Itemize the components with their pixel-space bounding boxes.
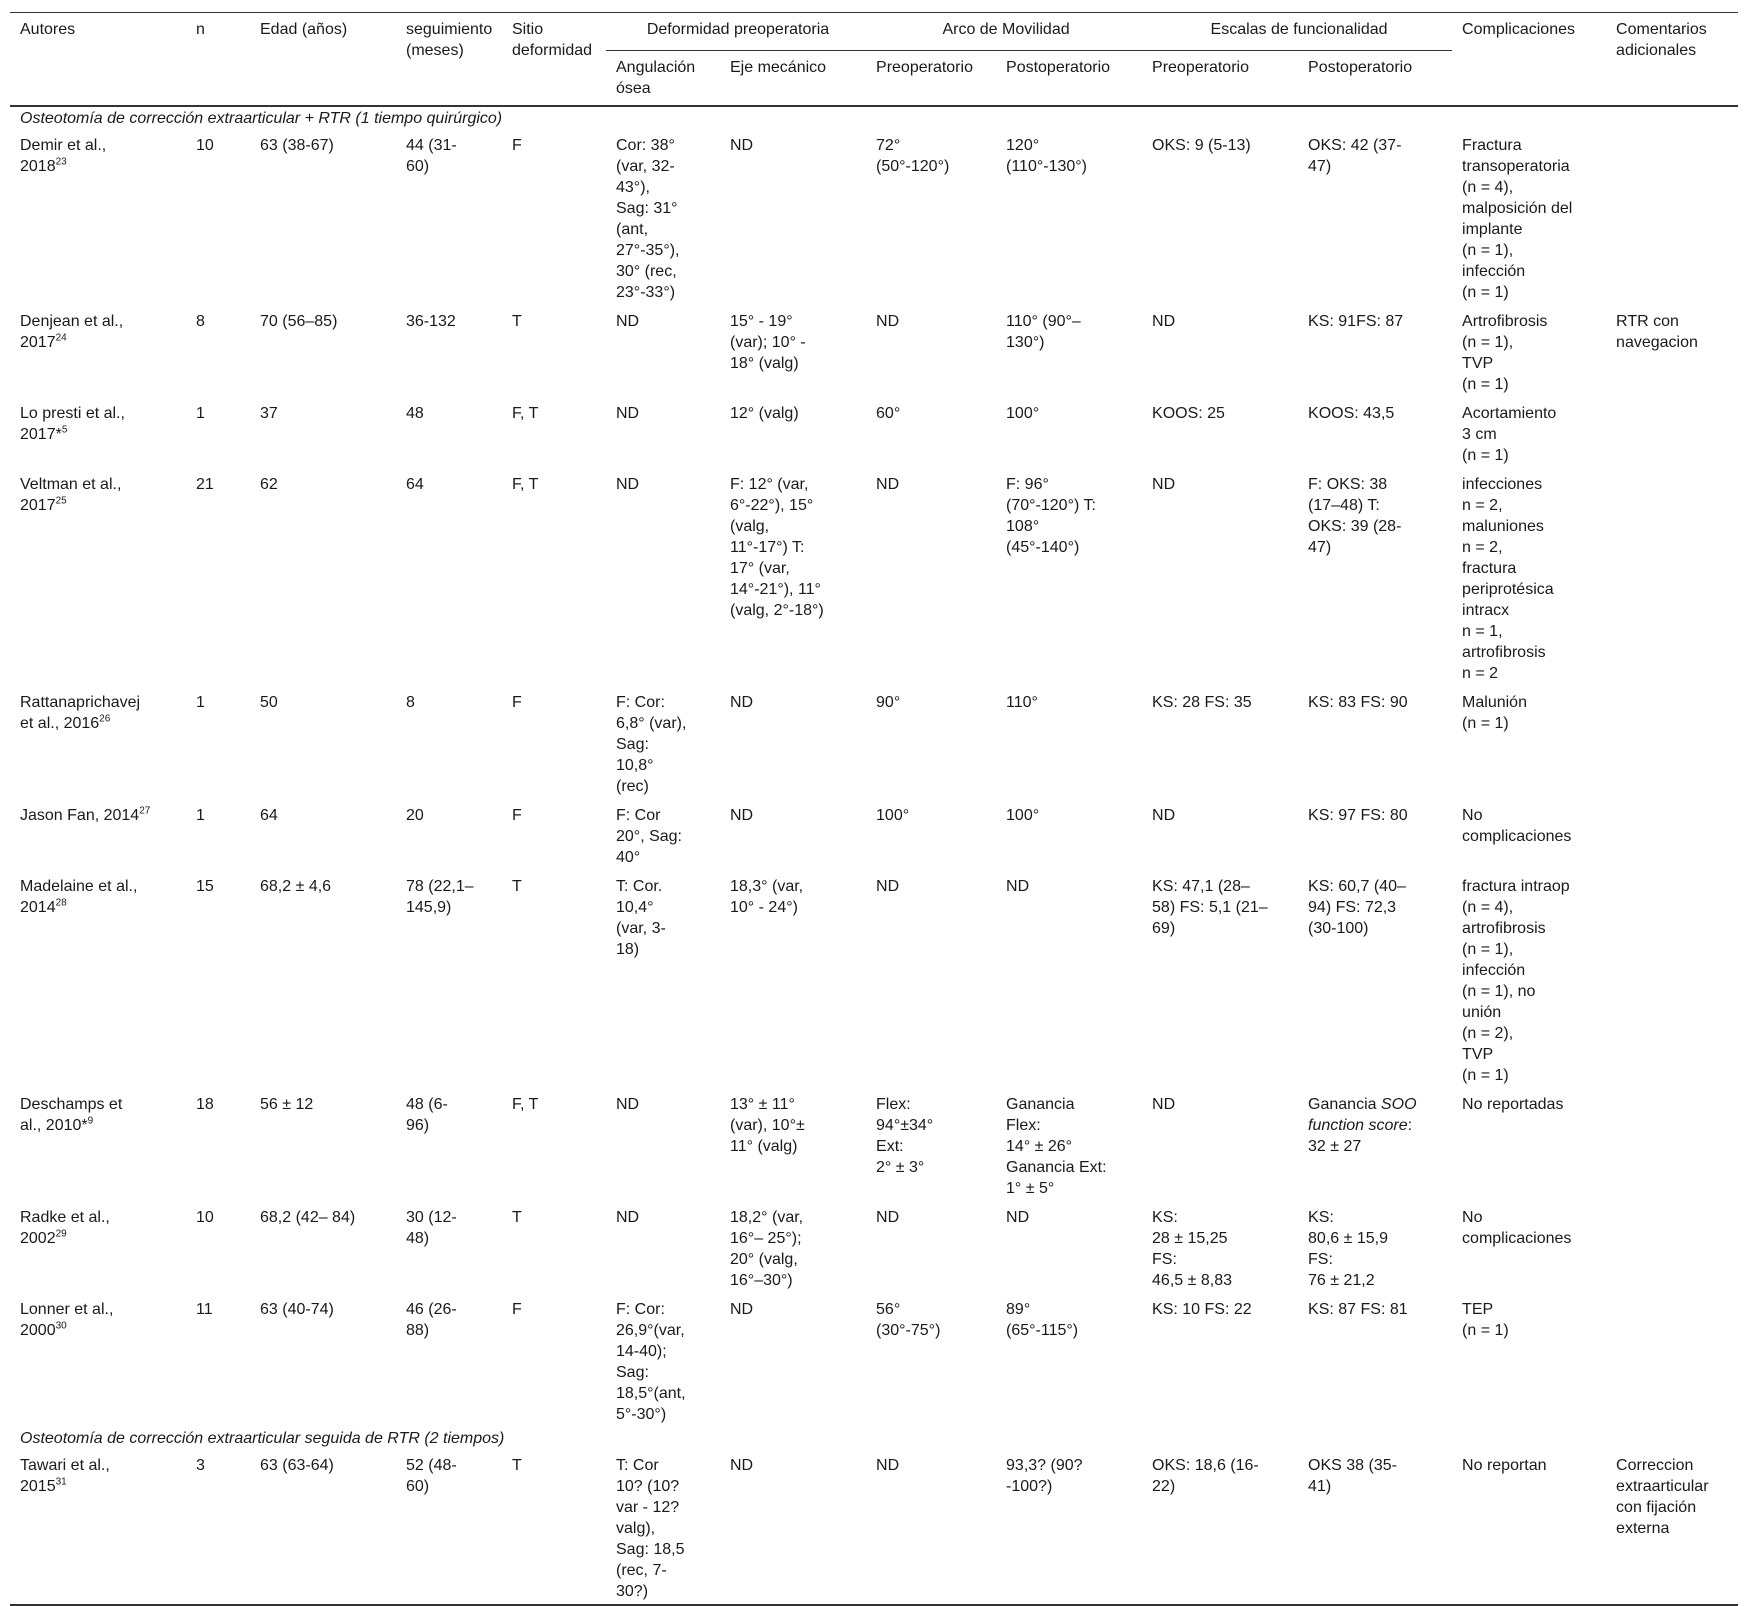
scales-pre-cell: KS: 10 FS: 22 — [1152, 1301, 1252, 1318]
followup-cell: 52 (48- 60) — [406, 1457, 457, 1495]
author-name: Radke et al., 2002 — [20, 1209, 110, 1247]
reference-number: 24 — [55, 332, 67, 344]
scale-value: : 32 ± 27 — [1308, 1117, 1413, 1155]
header-site: Sitio deformidad — [512, 21, 593, 59]
header-age: Edad (años) — [260, 21, 348, 38]
rom-pre-cell: 90° — [876, 694, 901, 711]
site-cell: T — [512, 878, 522, 895]
author-cell — [10, 305, 186, 397]
header-complications: Complicaciones — [1462, 21, 1575, 38]
complications-cell: No complicaciones — [1462, 807, 1572, 845]
rom-post-cell: ND — [1006, 1209, 1030, 1226]
age-cell: 64 — [260, 807, 278, 824]
mech-axis-cell: 15° - 19° (var); 10° - 18° (valg) — [730, 313, 806, 372]
rom-post-cell: 110° — [1006, 694, 1038, 711]
reference-number: 27 — [139, 805, 151, 817]
rom-pre-cell: 56° (30°-75°) — [876, 1301, 941, 1339]
complications-cell: No reportan — [1462, 1457, 1547, 1474]
scales-pre-cell: KS: 28 FS: 35 — [1152, 694, 1252, 711]
scales-pre-cell: OKS: 18,6 (16- 22) — [1152, 1457, 1259, 1495]
bone-angle-cell: F: Cor 20°, Sag: 40° — [616, 807, 682, 866]
table-row — [10, 129, 1738, 305]
table-row — [10, 1201, 1738, 1293]
bone-angle-cell: T: Cor. 10,4° (var, 3- 18) — [616, 878, 666, 958]
followup-cell: 48 (6- 96) — [406, 1096, 448, 1134]
age-cell: 63 (40-74) — [260, 1301, 334, 1318]
author-cell — [10, 468, 186, 686]
site-cell: F, T — [512, 476, 539, 493]
age-cell: 37 — [260, 405, 278, 422]
header-rom-post: Postoperatorio — [1006, 59, 1111, 76]
comments-cell — [1606, 870, 1738, 1088]
site-cell: F, T — [512, 405, 539, 422]
author-name: Rattanaprichavej et al., 2016 — [20, 694, 141, 732]
rom-post-cell: Ganancia Flex: 14° ± 26° Ganancia Ext: 1° ± 5° — [1006, 1096, 1107, 1197]
scales-post-cell: KS: 91FS: 87 — [1308, 313, 1404, 330]
complications-cell: Artrofibrosis (n = 1), TVP (n = 1) — [1462, 313, 1548, 393]
scales-pre-cell: KS: 28 ± 15,25 FS: 46,5 ± 8,83 — [1152, 1209, 1232, 1289]
comments-cell — [1606, 686, 1738, 799]
followup-cell: 48 — [406, 405, 424, 422]
complications-cell: Malunión (n = 1) — [1462, 694, 1527, 732]
table-row — [10, 1293, 1738, 1427]
reference-number: 26 — [99, 713, 111, 725]
n-cell: 21 — [196, 476, 214, 493]
author-name: Deschamps et al., 2010* — [20, 1096, 123, 1134]
header-scales: Escalas de funcionalidad — [1142, 13, 1452, 51]
scales-post-cell: KS: 83 FS: 90 — [1308, 694, 1408, 711]
age-cell: 62 — [260, 476, 278, 493]
followup-cell: 78 (22,1– 145,9) — [406, 878, 474, 916]
n-cell: 10 — [196, 137, 214, 154]
table-row — [10, 397, 1738, 468]
reference-number: 5 — [61, 424, 68, 436]
rom-pre-cell: Flex: 94°±34° Ext: 2° ± 3° — [876, 1096, 934, 1176]
followup-cell: 64 — [406, 476, 424, 493]
bone-angle-cell: Cor: 38° (var, 32- 43°), Sag: 31° (ant, 27°-35°), 30° (rec, 23°-33°) — [616, 137, 680, 301]
header-comments: Comentarios adicionales — [1616, 21, 1707, 59]
mech-axis-cell: 12° (valg) — [730, 405, 799, 422]
scales-post-cell: KS: 97 FS: 80 — [1308, 807, 1408, 824]
author-name: Demir et al., 2018 — [20, 137, 107, 175]
n-cell: 18 — [196, 1096, 214, 1113]
complications-cell: Acortamiento 3 cm (n = 1) — [1462, 405, 1557, 464]
complications-cell: infecciones n = 2, maluniones n = 2, fractura periprotésica intracx n = 1, artrofibrosis n = 2 — [1462, 476, 1554, 682]
scales-pre-cell: OKS: 9 (5-13) — [1152, 137, 1251, 154]
bone-angle-cell: ND — [616, 313, 640, 330]
scales-post-cell: KOOS: 43,5 — [1308, 405, 1395, 422]
age-cell: 68,2 ± 4,6 — [260, 878, 332, 895]
complications-cell: No reportadas — [1462, 1096, 1564, 1113]
reference-number: 9 — [87, 1115, 94, 1127]
followup-cell: 36-132 — [406, 313, 456, 330]
author-name: Tawari et al., 2015 — [20, 1457, 110, 1495]
bone-angle-cell: ND — [616, 405, 640, 422]
comments-cell: RTR con navegacion — [1616, 313, 1698, 351]
followup-cell: 30 (12- 48) — [406, 1209, 457, 1247]
reference-number: 31 — [55, 1476, 67, 1488]
section-title: Osteotomía de corrección extraarticular + RTR (1 tiempo quirúrgico) — [20, 110, 503, 127]
author-cell — [10, 686, 186, 799]
scale-name: SOO function score — [1308, 1096, 1417, 1134]
reference-number: 30 — [55, 1320, 67, 1332]
age-cell: 50 — [260, 694, 278, 711]
n-cell: 11 — [196, 1301, 213, 1318]
scales-pre-cell: KOOS: 25 — [1152, 405, 1225, 422]
age-cell: 70 (56–85) — [260, 313, 338, 330]
comments-cell — [1606, 1201, 1738, 1293]
comments-cell: Correccion extraarticular con fijación externa — [1616, 1457, 1709, 1537]
mech-axis-cell: ND — [730, 807, 754, 824]
table-body — [10, 106, 1738, 1605]
header-n: n — [196, 21, 205, 38]
author-name: Lonner et al., 2000 — [20, 1301, 114, 1339]
mech-axis-cell: F: 12° (var, 6°-22°), 15° (valg, 11°-17°) T: 17° (var, 14°-21°), 11° (valg, 2°-18°) — [730, 476, 824, 619]
table-row — [10, 305, 1738, 397]
rom-pre-cell: 72° (50°-120°) — [876, 137, 950, 175]
rom-post-cell: 120° (110°-130°) — [1006, 137, 1087, 175]
complications-cell: fractura intraop (n = 4), artrofibrosis (n = 1), infección (n = 1), no unión (n = 2), TVP (n = 1) — [1462, 878, 1570, 1084]
complications-cell: TEP (n = 1) — [1462, 1301, 1509, 1339]
comments-cell — [1606, 468, 1738, 686]
site-cell: F — [512, 137, 522, 154]
mech-axis-cell: ND — [730, 1457, 754, 1474]
rom-post-cell: 110° (90°– 130°) — [1006, 313, 1081, 351]
header-deformity: Deformidad preoperatoria — [606, 13, 866, 51]
author-cell — [10, 1293, 186, 1427]
author-cell — [10, 799, 186, 870]
reference-number: 28 — [55, 897, 67, 909]
bone-angle-cell: ND — [616, 1096, 640, 1113]
rom-pre-cell: ND — [876, 476, 900, 493]
bone-angle-cell: F: Cor: 6,8° (var), Sag: 10,8° (rec) — [616, 694, 687, 795]
header-rom-pre: Preoperatorio — [876, 59, 973, 76]
n-cell: 10 — [196, 1209, 214, 1226]
n-cell: 8 — [196, 313, 205, 330]
rom-pre-cell: ND — [876, 313, 900, 330]
mech-axis-cell: ND — [730, 137, 754, 154]
scales-post-cell: F: OKS: 38 (17–48) T: OKS: 39 (28- 47) — [1308, 476, 1402, 556]
site-cell: F — [512, 807, 522, 824]
header-bone-angle: Angulación ósea — [616, 59, 696, 97]
scales-pre-cell: ND — [1152, 313, 1176, 330]
age-cell: 63 (63-64) — [260, 1457, 334, 1474]
comments-cell — [1606, 799, 1738, 870]
comments-cell — [1606, 1293, 1738, 1427]
followup-cell: 46 (26- 88) — [406, 1301, 457, 1339]
site-cell: F, T — [512, 1096, 539, 1113]
rom-post-cell: 100° — [1006, 405, 1040, 422]
reference-number: 29 — [55, 1228, 67, 1240]
n-cell: 1 — [196, 694, 205, 711]
table-row — [10, 1088, 1738, 1201]
comments-cell — [1606, 397, 1738, 468]
section-title: Osteotomía de corrección extraarticular seguida de RTR (2 tiempos) — [20, 1430, 505, 1447]
header-rom: Arco de Movilidad — [866, 13, 1142, 51]
table-row — [10, 870, 1738, 1088]
comments-cell — [1606, 129, 1738, 305]
site-cell: T — [512, 313, 522, 330]
age-cell: 68,2 (42– 84) — [260, 1209, 356, 1226]
author-name: Madelaine et al., 2014 — [20, 878, 138, 916]
n-cell: 1 — [196, 405, 205, 422]
header-followup: seguimiento (meses) — [406, 21, 493, 59]
scales-pre-cell: ND — [1152, 807, 1176, 824]
rom-post-cell: 89° (65°-115°) — [1006, 1301, 1079, 1339]
followup-cell: 44 (31- 60) — [406, 137, 457, 175]
followup-cell: 20 — [406, 807, 424, 824]
scales-post-cell: KS: 80,6 ± 15,9 FS: 76 ± 21,2 — [1308, 1209, 1388, 1289]
scale-text: Ganancia — [1308, 1096, 1381, 1113]
scales-post-cell: KS: 60,7 (40– 94) FS: 72,3 (30-100) — [1308, 878, 1406, 937]
header-scales-post: Postoperatorio — [1308, 59, 1413, 76]
scales-post-cell: KS: 87 FS: 81 — [1308, 1301, 1408, 1318]
n-cell: 1 — [196, 807, 205, 824]
mech-axis-cell: 18,2° (var, 16°– 25°); 20° (valg, 16°–30°) — [730, 1209, 804, 1289]
complications-cell: No complicaciones — [1462, 1209, 1572, 1247]
scales-post-cell: OKS: 42 (37- 47) — [1308, 137, 1402, 175]
followup-cell: 8 — [406, 694, 415, 711]
scales-pre-cell: ND — [1152, 476, 1176, 493]
age-cell: 63 (38-67) — [260, 137, 334, 154]
table-header — [10, 13, 1738, 107]
n-cell: 3 — [196, 1457, 205, 1474]
table-row — [10, 1449, 1738, 1605]
rom-pre-cell: ND — [876, 1457, 900, 1474]
author-cell — [10, 397, 186, 468]
reference-number: 25 — [55, 495, 67, 507]
author-name: Lo presti et al., 2017* — [20, 405, 125, 443]
author-name: Denjean et al., 2017 — [20, 313, 124, 351]
n-cell: 15 — [196, 878, 214, 895]
bone-angle-cell: ND — [616, 476, 640, 493]
mech-axis-cell: 13° ± 11° (var), 10°± 11° (valg) — [730, 1096, 805, 1155]
rom-pre-cell: ND — [876, 1209, 900, 1226]
header-authors: Autores — [20, 21, 76, 38]
table-row — [10, 686, 1738, 799]
comments-cell — [1606, 1088, 1738, 1201]
site-cell: T — [512, 1209, 522, 1226]
age-cell: 56 ± 12 — [260, 1096, 314, 1113]
rom-post-cell: 100° — [1006, 807, 1040, 824]
header-scales-pre: Preoperatorio — [1152, 59, 1249, 76]
author-cell — [10, 1088, 186, 1201]
reference-number: 23 — [55, 156, 67, 168]
rom-pre-cell: 60° — [876, 405, 901, 422]
mech-axis-cell: ND — [730, 694, 754, 711]
rom-post-cell: F: 96° (70°-120°) T: 108° (45°-140°) — [1006, 476, 1096, 556]
scales-pre-cell: KS: 47,1 (28– 58) FS: 5,1 (21– 69) — [1152, 878, 1268, 937]
complications-cell: Fractura transoperatoria (n = 4), malposición del implante (n = 1), infección (n = 1) — [1462, 137, 1573, 301]
rom-pre-cell: ND — [876, 878, 900, 895]
rom-pre-cell: 100° — [876, 807, 910, 824]
bone-angle-cell: T: Cor 10? (10? var - 12? valg), Sag: 18,5 (rec, 7- 30?) — [616, 1457, 685, 1600]
author-cell — [10, 129, 186, 305]
header-mech-axis: Eje mecánico — [730, 59, 827, 76]
site-cell: F — [512, 694, 522, 711]
site-cell: T — [512, 1457, 522, 1474]
section-row — [10, 1427, 1738, 1449]
mech-axis-cell: ND — [730, 1301, 754, 1318]
author-name: Jason Fan, 2014 — [20, 807, 140, 824]
rom-post-cell: 93,3? (90? -100?) — [1006, 1457, 1083, 1495]
table-row — [10, 468, 1738, 686]
author-cell — [10, 870, 186, 1088]
bone-angle-cell: F: Cor: 26,9°(var, 14-40); Sag: 18,5°(ant, 5°-30°) — [616, 1301, 686, 1423]
bone-angle-cell: ND — [616, 1209, 640, 1226]
author-cell — [10, 1449, 186, 1605]
mech-axis-cell: 18,3° (var, 10° - 24°) — [730, 878, 804, 916]
scales-pre-cell: ND — [1152, 1096, 1176, 1113]
author-cell — [10, 1201, 186, 1293]
results-table — [10, 12, 1738, 1606]
scales-post-cell — [1298, 1088, 1452, 1201]
section-row — [10, 106, 1738, 129]
rom-post-cell: ND — [1006, 878, 1030, 895]
scales-post-cell: OKS 38 (35- 41) — [1308, 1457, 1397, 1495]
table-row — [10, 799, 1738, 870]
author-name: Veltman et al., 2017 — [20, 476, 122, 514]
site-cell: F — [512, 1301, 522, 1318]
